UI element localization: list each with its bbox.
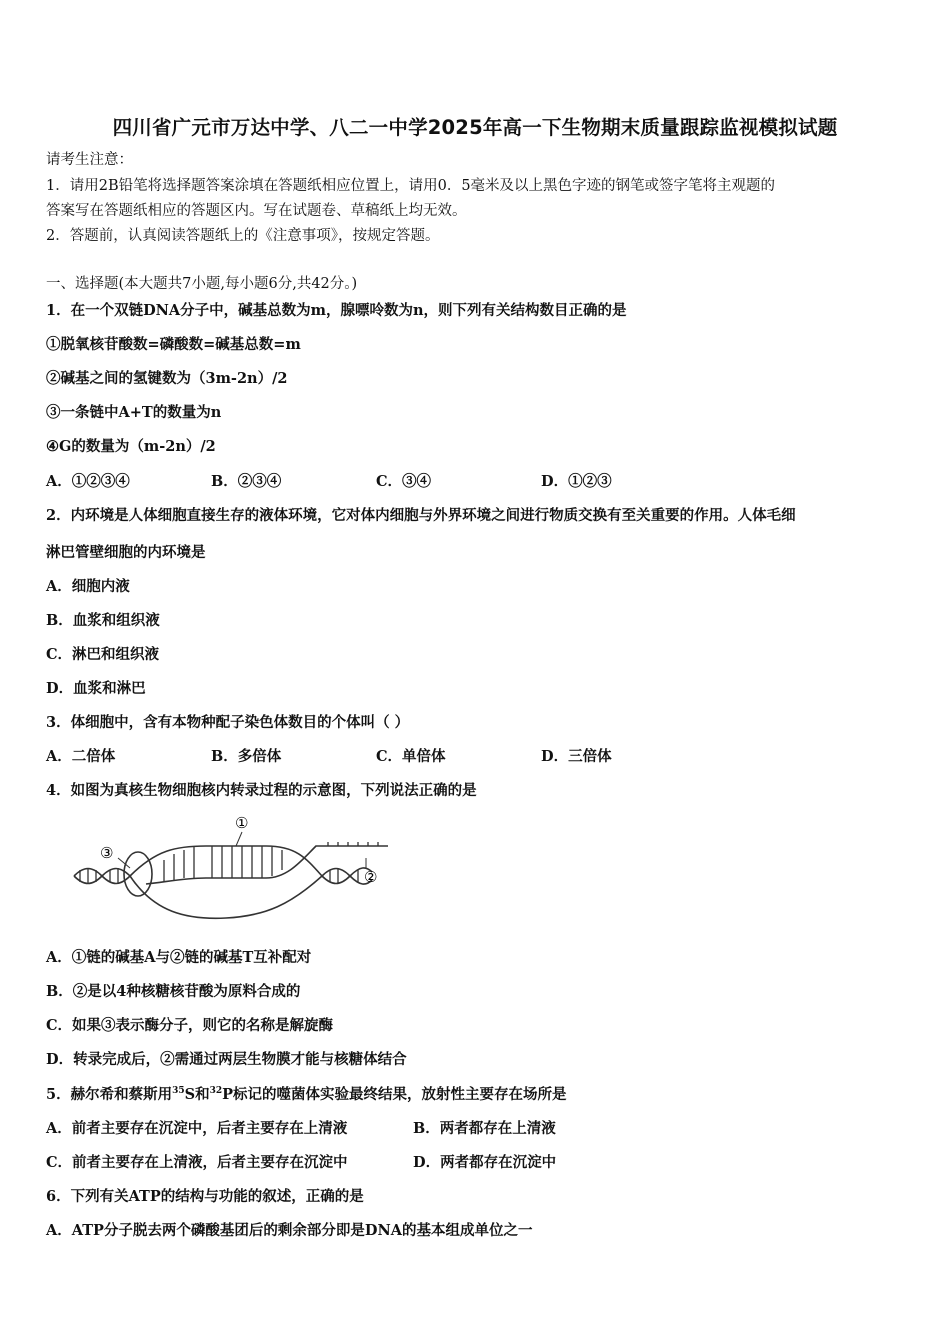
page-title: 四川省广元市万达中学、八二一中学2025年高一下生物期末质量跟踪监视模拟试题	[112, 116, 838, 139]
q5-stem-post: P标记的噬菌体实验最终结果，放射性主要存在场所是	[222, 1086, 567, 1103]
diagram-label-3: ③	[100, 844, 114, 862]
q1-statement-4: ④G的数量为（m-2n）/2	[46, 438, 216, 455]
q3-option-b: B．多倍体	[211, 748, 282, 765]
notice-line-1b: 答案写在答题纸相应的答题区内。写在试题卷、草稿纸上均无效。	[46, 203, 467, 219]
q4-option-c: C．如果③表示酶分子，则它的名称是解旋酶	[46, 1017, 334, 1034]
q1-option-c: C．③④	[376, 473, 432, 490]
section-heading: 一、选择题(本大题共7小题,每小题6分,共42分。)	[46, 276, 358, 292]
diagram-label-1: ①	[235, 814, 249, 832]
q1-statement-1: ①脱氧核苷酸数=磷酸数=碱基总数=m	[46, 336, 301, 353]
q4-stem: 4．如图为真核生物细胞核内转录过程的示意图，下列说法正确的是	[46, 782, 477, 799]
dna-left-strand-b	[74, 869, 130, 884]
q1-stem: 1．在一个双链DNA分子中，碱基总数为m，腺嘌呤数为n，则下列有关结构数目正确的是	[46, 302, 627, 319]
q1-statement-3: ③一条链中A+T的数量为n	[46, 404, 222, 421]
q2-stem-2: 淋巴管壁细胞的内环境是	[46, 544, 206, 561]
q1-option-b: B．②③④	[211, 473, 282, 490]
dna-template-upper	[130, 846, 322, 876]
q5-option-a: A．前者主要存在沉淀中，后者主要存在上清液	[46, 1120, 348, 1137]
q5-option-b: B．两者都存在上清液	[413, 1120, 556, 1137]
q5-option-d: D．两者都存在沉淀中	[413, 1154, 557, 1171]
q4-option-b: B．②是以4种核糖核苷酸为原料合成的	[46, 983, 301, 1000]
q1-statement-2: ②碱基之间的氢键数为（3m-2n）/2	[46, 370, 288, 387]
q2-option-d: D．血浆和淋巴	[46, 680, 146, 697]
notice-line-2: 2．答题前，认真阅读答题纸上的《注意事项》，按规定答题。	[46, 228, 440, 244]
q3-option-a: A．二倍体	[46, 748, 116, 765]
q5-option-c: C．前者主要存在上清液，后者主要存在沉淀中	[46, 1154, 348, 1171]
notice-line-1: 1．请用2B铅笔将选择题答案涂填在答题纸相应位置上，请用0．5毫米及以上黑色字迹的钢笔或签字笔将主观题的	[46, 178, 776, 194]
q2-option-a: A．细胞内液	[46, 578, 130, 595]
q1-option-d: D．①②③	[541, 473, 612, 490]
q5-sup-35: 35	[172, 1086, 185, 1097]
q4-option-a: A．①链的碱基A与②链的碱基T互补配对	[46, 949, 312, 966]
q3-option-d: D．三倍体	[541, 748, 612, 765]
q5-stem-pre: 5．赫尔希和蔡斯用	[46, 1086, 173, 1103]
q2-option-b: B．血浆和组织液	[46, 612, 160, 629]
notice-heading: 请考生注意：	[46, 152, 133, 168]
q3-option-c: C．单倍体	[376, 748, 446, 765]
diagram-label-2: ②	[364, 868, 378, 886]
q6-option-a: A．ATP分子脱去两个磷酸基团后的剩余部分即是DNA的基本组成单位之一	[46, 1222, 533, 1239]
label-1-leader	[236, 832, 242, 846]
transcription-diagram	[66, 810, 396, 920]
q5-stem	[46, 1085, 567, 1105]
q5-sup-32: 32	[209, 1086, 223, 1097]
q3-stem: 3．体细胞中，含有本物种配子染色体数目的个体叫（ ）	[46, 714, 410, 731]
q2-stem: 2．内环境是人体细胞直接生存的液体环境，它对体内细胞与外界环境之间进行物质交换有至关重要的作用。人体毛细	[46, 507, 796, 524]
q1-option-a: A．①②③④	[46, 473, 130, 490]
q2-option-c: C．淋巴和组织液	[46, 646, 160, 663]
q4-option-d: D．转录完成后，②需通过两层生物膜才能与核糖体结合	[46, 1051, 407, 1068]
q5-stem-mid: S和	[184, 1086, 210, 1103]
q6-stem: 6．下列有关ATP的结构与功能的叙述，正确的是	[46, 1188, 364, 1205]
